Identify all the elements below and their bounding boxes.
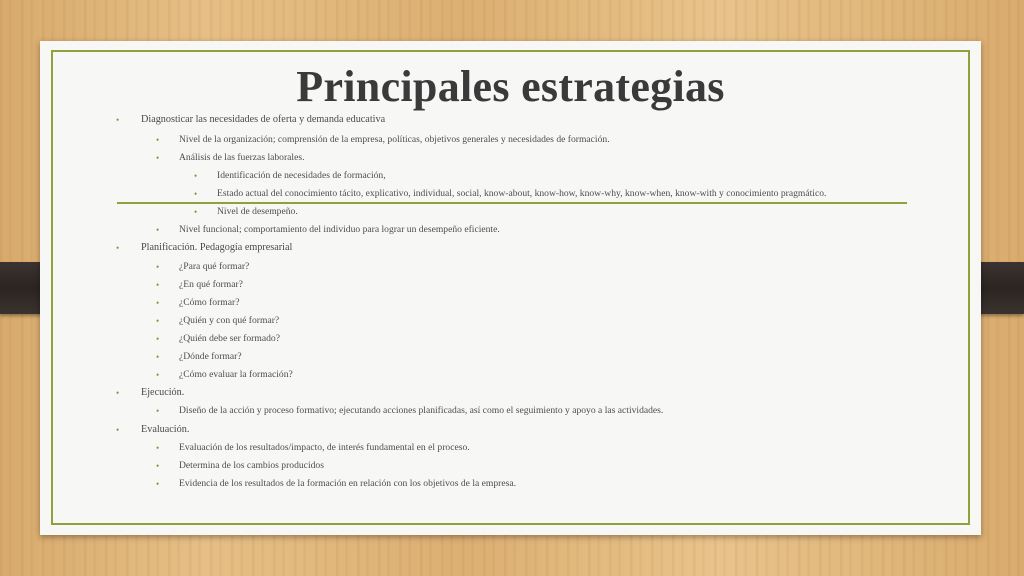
bullet-icon: • [156, 225, 160, 235]
list-item [194, 188, 827, 200]
bullet-icon: • [156, 334, 160, 344]
bullet-icon: • [194, 171, 198, 181]
list-item-text: Ejecución. [141, 387, 185, 398]
list-item [156, 442, 470, 454]
list-item-text: ¿Quién y con qué formar? [179, 315, 280, 326]
list-item-text: Análisis de las fuerzas laborales. [179, 152, 305, 163]
list-item-text: Planificación. Pedagogía empresarial [141, 242, 293, 253]
list-item [116, 114, 386, 126]
list-item-text: ¿Cómo formar? [179, 297, 240, 308]
list-item-text: ¿Para qué formar? [179, 261, 250, 272]
bullet-icon: • [116, 115, 120, 125]
bullet-icon: • [156, 262, 160, 272]
bullet-icon: • [156, 443, 160, 453]
list-item-text: Evaluación de los resultados/impacto, de interés fundamental en el proceso. [179, 442, 470, 453]
list-item [156, 224, 500, 236]
bullet-icon: • [156, 153, 160, 163]
bullet-icon: • [156, 352, 160, 362]
list-item-text: Determina de los cambios producidos [179, 460, 324, 471]
slide-divider-line [117, 202, 907, 204]
list-item-text: Nivel de desempeño. [217, 206, 298, 217]
bullet-icon: • [194, 189, 198, 199]
bullet-icon: • [194, 207, 198, 217]
list-item [156, 405, 664, 417]
bullet-icon: • [116, 243, 120, 253]
list-item [156, 369, 293, 381]
list-item-text: Diagnosticar las necesidades de oferta y demanda educativa [141, 114, 386, 125]
list-item [156, 152, 305, 164]
list-item-text: ¿En qué formar? [179, 279, 243, 290]
list-item [156, 279, 243, 291]
bullet-icon: • [156, 370, 160, 380]
list-item-text: ¿Cómo evaluar la formación? [179, 369, 293, 380]
bullet-icon: • [116, 388, 120, 398]
list-item-text: Diseño de la acción y proceso formativo; ejecutando acciones planificadas, así como el seguimiento y apoyo a las actividades. [179, 405, 664, 416]
list-item [116, 424, 190, 436]
list-item [156, 297, 240, 309]
list-item [194, 206, 298, 218]
list-item-text: Nivel funcional; comportamiento del individuo para lograr un desempeño eficiente. [179, 224, 500, 235]
bullet-icon: • [156, 461, 160, 471]
list-item-text: Evidencia de los resultados de la formación en relación con los objetivos de la empresa. [179, 478, 516, 489]
list-item [156, 134, 610, 146]
bullet-icon: • [156, 316, 160, 326]
slide-paper [40, 41, 981, 535]
list-item [156, 315, 280, 327]
bullet-icon: • [156, 135, 160, 145]
list-item [156, 478, 516, 490]
list-item [116, 387, 185, 399]
bullet-icon: • [156, 479, 160, 489]
slide-title: Principales estrategias [296, 62, 725, 111]
bullet-icon: • [156, 406, 160, 416]
bullet-icon: • [156, 298, 160, 308]
list-item [156, 351, 242, 363]
list-item [156, 333, 280, 345]
list-item [156, 460, 324, 472]
list-item [156, 261, 250, 273]
list-item-text: ¿Quién debe ser formado? [179, 333, 280, 344]
list-item-text: Nivel de la organización; comprensión de la empresa, políticas, objetivos generales y necesidades de formación. [179, 134, 610, 145]
list-item-text: Evaluación. [141, 424, 190, 435]
bullet-icon: • [156, 280, 160, 290]
list-item-text: Identificación de necesidades de formación, [217, 170, 386, 181]
bullet-icon: • [116, 425, 120, 435]
list-item-text: Estado actual del conocimiento tácito, explicativo, individual, social, know-about, know-how, know-why, know-when, know-with y conocimiento pragmático. [217, 188, 827, 199]
list-item [116, 242, 293, 254]
list-item-text: ¿Dónde formar? [179, 351, 242, 362]
list-item [194, 170, 386, 182]
